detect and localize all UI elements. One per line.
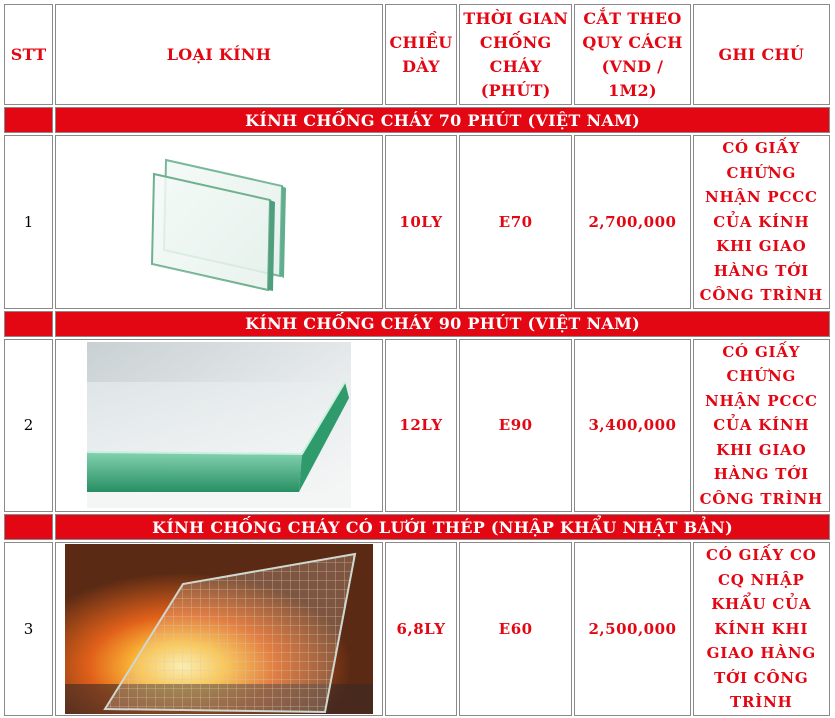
row-price: 2,700,000: [574, 135, 690, 309]
section-title: KÍNH CHỐNG CHÁY 70 PHÚT (VIỆT NAM): [55, 107, 830, 133]
table-row: [4, 542, 830, 716]
section-header-row: [4, 107, 830, 133]
header-ghi-chu: GHI CHÚ: [693, 4, 830, 105]
header-stt: STT: [4, 4, 53, 105]
glass-image-clear-panes: [55, 135, 383, 309]
row-thickness: 6,8LY: [385, 542, 457, 716]
section-title: KÍNH CHỐNG CHÁY CÓ LƯỚI THÉP (NHẬP KHẨU NHẬT BẢN): [55, 514, 830, 540]
price-table-container: [2, 2, 832, 716]
row-note: CÓ GIẤY CO CQ NHẬP KHẨU CỦA KÍNH KHI GIAO HÀNG TỚI CÔNG TRÌNH: [693, 542, 830, 716]
row-rating: E90: [459, 339, 572, 513]
section-stub: [4, 514, 53, 540]
row-price: 3,400,000: [574, 339, 690, 513]
header-row: [4, 4, 830, 105]
thick-glass-image: [87, 342, 351, 508]
row-stt: 2: [4, 339, 53, 513]
wired-glass-image: [65, 544, 373, 714]
section-title: KÍNH CHỐNG CHÁY 90 PHÚT (VIỆT NAM): [55, 311, 830, 337]
row-rating: E60: [459, 542, 572, 716]
header-chieu-day: CHIỀU DÀY: [385, 4, 457, 105]
glass-image-wired-fire: [55, 542, 383, 716]
glass-image-thick-slab: [55, 339, 383, 513]
header-cat-theo: CẮT THEO QUY CÁCH (VND / 1M2): [574, 4, 690, 105]
row-thickness: 12LY: [385, 339, 457, 513]
row-stt: 3: [4, 542, 53, 716]
row-stt: 1: [4, 135, 53, 309]
header-thoi-gian: THỜI GIAN CHỐNG CHÁY (PHÚT): [459, 4, 572, 105]
section-stub: [4, 107, 53, 133]
row-rating: E70: [459, 135, 572, 309]
row-note: CÓ GIẤY CHỨNG NHẬN PCCC CỦA KÍNH KHI GIAO HÀNG TỚI CÔNG TRÌNH: [693, 135, 830, 309]
section-header-row: [4, 311, 830, 337]
row-note: CÓ GIẤY CHỨNG NHẬN PCCC CỦA KÍNH KHI GIAO HÀNG TỚI CÔNG TRÌNH: [693, 339, 830, 513]
row-thickness: 10LY: [385, 135, 457, 309]
section-header-row: [4, 514, 830, 540]
table-row: [4, 339, 830, 513]
header-loai-kinh: LOẠI KÍNH: [55, 4, 383, 105]
table-row: [4, 135, 830, 309]
section-stub: [4, 311, 53, 337]
fire-glass-price-table: [2, 2, 832, 718]
clear-glass-image: [144, 152, 294, 292]
row-price: 2,500,000: [574, 542, 690, 716]
